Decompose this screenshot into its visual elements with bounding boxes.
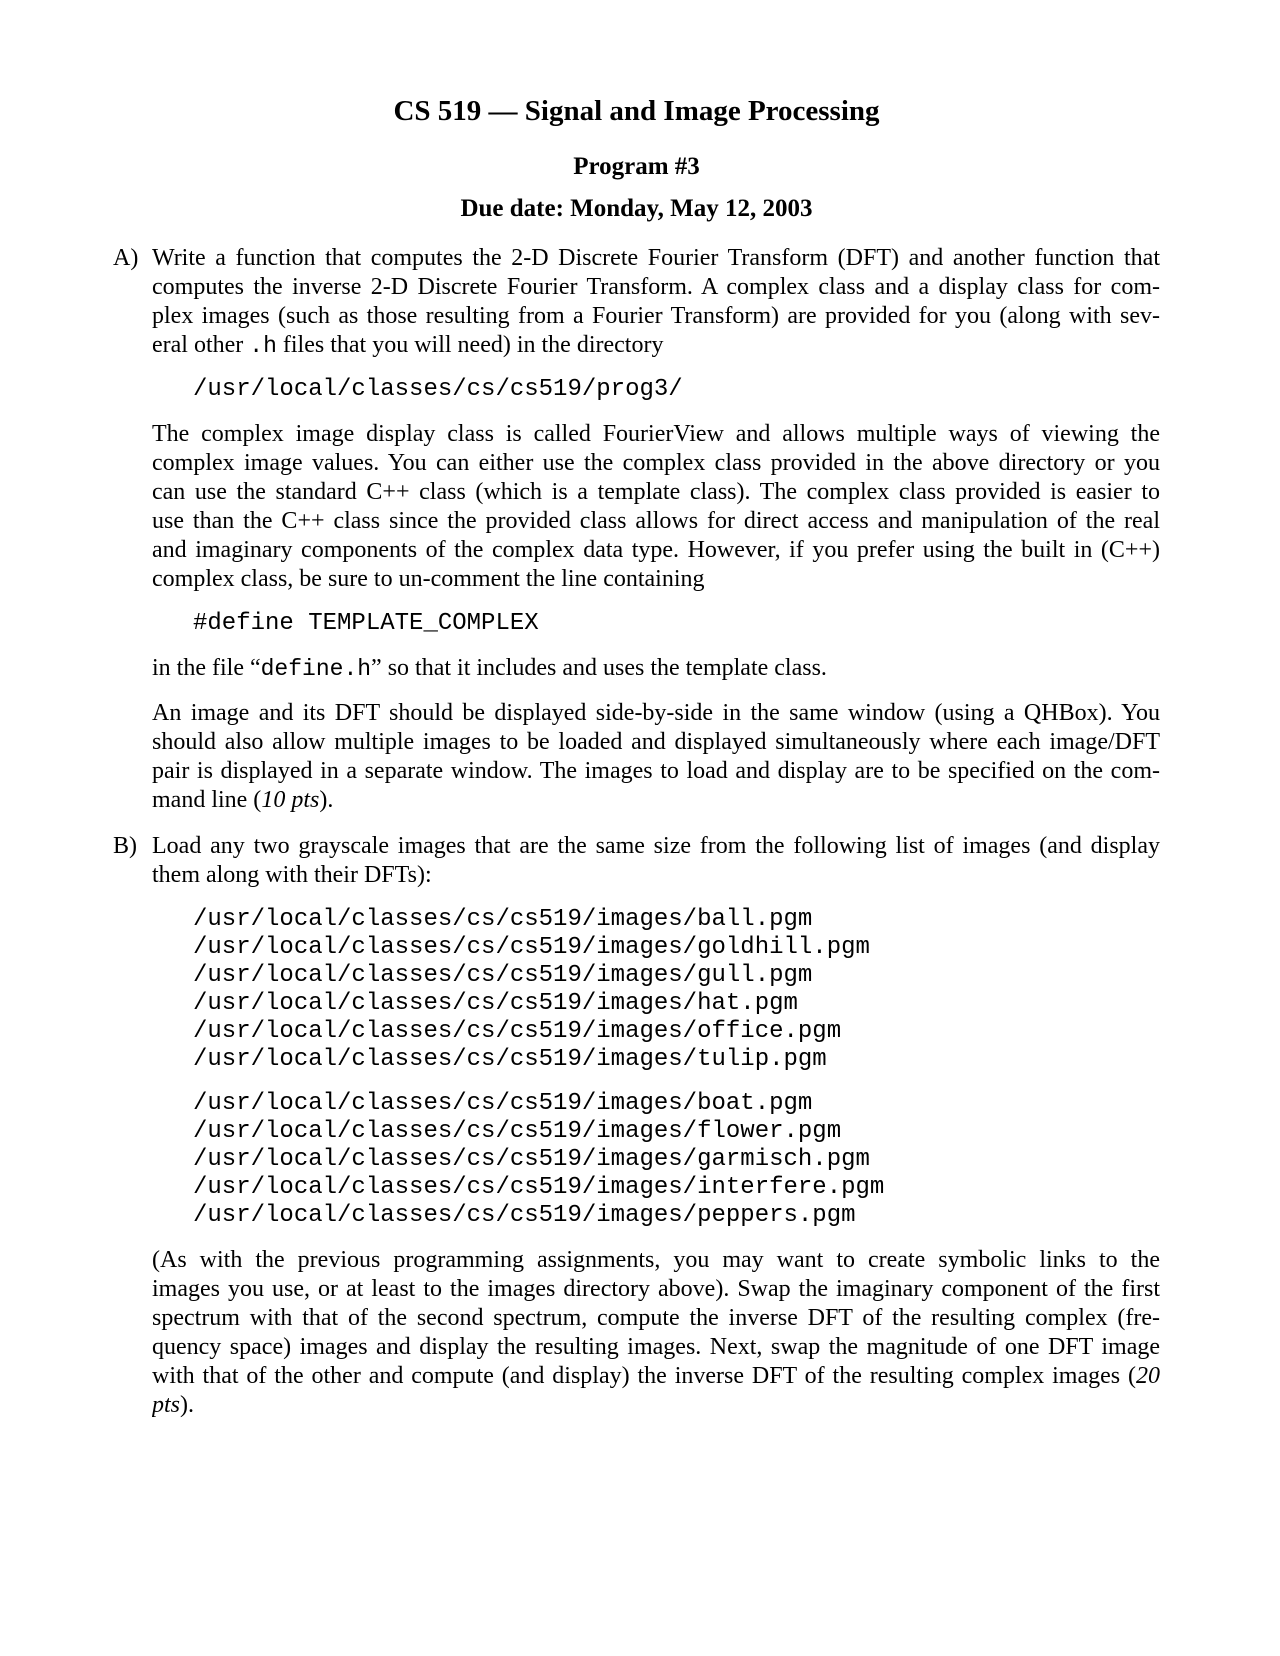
- text-segment: and imaginary components of the complex data type. However, if you prefer using the built in (C++): [152, 537, 1160, 563]
- document-body: [113, 244, 1160, 1420]
- paragraph-line: [152, 654, 1160, 683]
- text-segment: can use the standard C++ class (which is a template class). The complex class provided is easier to: [152, 479, 1160, 505]
- paragraph-line: [152, 420, 1160, 449]
- text-segment: mand line (: [152, 787, 262, 813]
- text-segment: pair is displayed in a separate window. The images to load and display are to be specified on the com-: [152, 758, 1160, 784]
- paragraph-line: [152, 536, 1160, 565]
- text-segment: in the file “: [152, 655, 261, 681]
- paragraph: [152, 654, 1160, 683]
- code-line: /usr/local/classes/cs/cs519/images/goldhill.pgm: [193, 934, 870, 961]
- page-title: CS 519 — Signal and Image Processing: [393, 95, 880, 127]
- paragraph-line: [152, 302, 1160, 331]
- text-segment: files that you will need) in the directory: [276, 332, 664, 358]
- paragraph: [152, 1246, 1160, 1420]
- paragraph-line: [152, 507, 1160, 536]
- paragraph-line: [152, 861, 1160, 890]
- code-line: /usr/local/classes/cs/cs519/images/gull.pgm: [193, 962, 813, 989]
- code-line: /usr/local/classes/cs/cs519/images/interfere.pgm: [193, 1174, 885, 1201]
- section-label: A): [113, 245, 139, 271]
- section-label: B): [113, 833, 137, 859]
- code-line: /usr/local/classes/cs/cs519/images/office.pgm: [193, 1018, 842, 1045]
- inline-code: .h: [249, 333, 277, 359]
- text-segment: Write a function that computes the 2-D Discrete Fourier Transform (DFT) and another function that: [152, 245, 1160, 271]
- paragraph-line: [152, 478, 1160, 507]
- paragraph-line: [152, 1304, 1160, 1333]
- paragraph-line: [152, 1362, 1160, 1391]
- paragraph-line: [152, 565, 1160, 594]
- code-line: /usr/local/classes/cs/cs519/images/hat.pgm: [193, 990, 798, 1017]
- code-block: [152, 906, 1160, 1074]
- text-segment: use than the C++ class since the provided class allows for direct access and manipulation of the real: [152, 508, 1160, 534]
- text-segment: with that of the other and compute (and display) the inverse DFT of the resulting complex images (: [152, 1363, 1136, 1389]
- paragraph-line: [152, 699, 1160, 728]
- code-line: /usr/local/classes/cs/cs519/images/peppers.pgm: [193, 1202, 856, 1229]
- paragraph-line: [152, 331, 1160, 360]
- text-segment: Load any two grayscale images that are the same size from the following list of images (and display: [152, 833, 1160, 859]
- text-segment: plex images (such as those resulting from a Fourier Transform) are provided for you (along with sev-: [152, 303, 1160, 329]
- text-segment: complex image values. You can either use the complex class provided in the above directory or you: [152, 450, 1160, 476]
- section-body: [152, 244, 1160, 815]
- code-line: #define TEMPLATE_COMPLEX: [193, 610, 539, 637]
- paragraph-line: [152, 1275, 1160, 1304]
- emphasis-text: pts: [152, 1392, 181, 1418]
- code-line: /usr/local/classes/cs/cs519/images/garmisch.pgm: [193, 1146, 870, 1173]
- paragraph: [152, 420, 1160, 594]
- paragraph-line: [152, 757, 1160, 786]
- paragraph-line: [152, 1246, 1160, 1275]
- code-line: /usr/local/classes/cs/cs519/images/boat.pgm: [193, 1090, 813, 1117]
- paragraph: [152, 244, 1160, 360]
- text-segment: them along with their DFTs):: [152, 862, 432, 888]
- text-segment: spectrum with that of the second spectrum, compute the inverse DFT of the resulting complex (fre-: [152, 1305, 1160, 1331]
- text-segment: eral other: [152, 332, 250, 358]
- text-segment: An image and its DFT should be displayed side-by-side in the same window (using a QHBox). You: [152, 700, 1160, 726]
- section-a: [113, 244, 1160, 815]
- paragraph-line: [152, 728, 1160, 757]
- text-segment: (As with the previous programming assignments, you may want to create symbolic links to the: [152, 1247, 1160, 1273]
- paragraph-line: [152, 786, 1160, 815]
- paragraph: [152, 699, 1160, 815]
- code-line: /usr/local/classes/cs/cs519/images/tulip.pgm: [193, 1046, 827, 1073]
- section-b: [113, 832, 1160, 1420]
- text-segment: ).: [180, 1392, 195, 1418]
- code-block: [152, 610, 1160, 638]
- inline-code: define.h: [260, 656, 372, 682]
- subtitle-program: Program #3: [573, 153, 700, 180]
- text-segment: computes the inverse 2-D Discrete Fourier Transform. A complex class and a display class for com-: [152, 274, 1160, 300]
- paragraph-line: [152, 449, 1160, 478]
- text-segment: should also allow multiple images to be loaded and displayed simultaneously where each image/DFT: [152, 729, 1160, 755]
- paragraph-line: [152, 1391, 1160, 1420]
- text-segment: ).: [319, 787, 334, 813]
- paragraph-line: [152, 244, 1160, 273]
- emphasis-text: 10 pts: [261, 787, 320, 813]
- code-block: [152, 1090, 1160, 1230]
- paragraph-line: [152, 832, 1160, 861]
- paragraph: [152, 832, 1160, 890]
- text-segment: images you use, or at least to the images directory above). Swap the imaginary component of the first: [152, 1276, 1160, 1302]
- text-segment: complex class, be sure to un-comment the line containing: [152, 566, 705, 592]
- paragraph-line: [152, 1333, 1160, 1362]
- text-segment: ” so that it includes and uses the template class.: [371, 655, 827, 681]
- code-block: [152, 376, 1160, 404]
- text-segment: quency space) images and display the resulting images. Next, swap the magnitude of one DFT image: [152, 1334, 1160, 1360]
- section-body: [152, 832, 1160, 1420]
- code-line: /usr/local/classes/cs/cs519/prog3/: [193, 376, 683, 403]
- code-line: /usr/local/classes/cs/cs519/images/flower.pgm: [193, 1118, 842, 1145]
- text-segment: The complex image display class is called FourierView and allows multiple ways of viewing the: [152, 421, 1160, 447]
- subtitle-due-date: Due date: Monday, May 12, 2003: [460, 195, 813, 222]
- emphasis-text: 20: [1136, 1363, 1160, 1389]
- paragraph-line: [152, 273, 1160, 302]
- code-line: /usr/local/classes/cs/cs519/images/ball.pgm: [193, 906, 813, 933]
